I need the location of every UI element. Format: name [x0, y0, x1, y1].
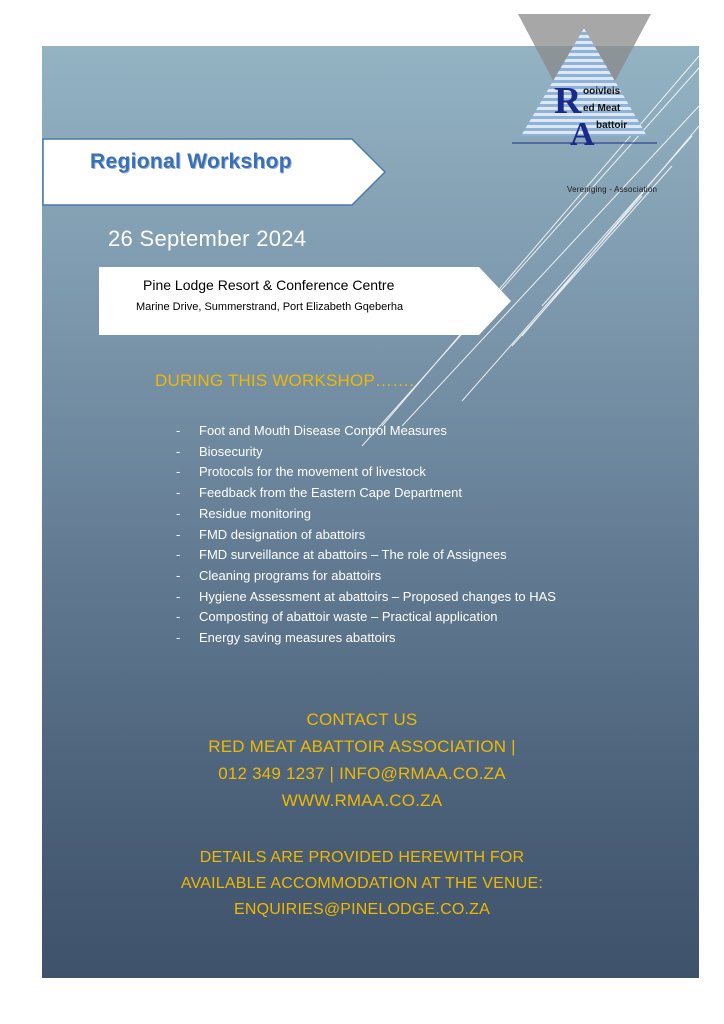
logo-letter-r: R — [554, 80, 582, 122]
list-item: - Cleaning programs for abattoirs — [176, 566, 596, 587]
list-item: - Hygiene Assessment at abattoirs – Proposed changes to HAS — [176, 587, 596, 608]
list-item: - Foot and Mouth Disease Control Measures — [176, 421, 596, 442]
topic-list — [176, 421, 596, 649]
accommodation-details — [120, 845, 604, 923]
list-item: - Biosecurity — [176, 442, 596, 463]
contact-phone-email[interactable]: 012 349 1237 | INFO@RMAA.CO.ZA — [218, 764, 506, 783]
contact-website[interactable]: WWW.RMAA.CO.ZA — [281, 791, 443, 810]
list-item: - FMD designation of abattoirs — [176, 525, 596, 546]
list-item: - FMD surveillance at abattoirs – The role of Assignees — [176, 545, 596, 566]
list-item: - Energy saving measures abattoirs — [176, 628, 596, 649]
logo-word-rooivleis: ooivleis — [583, 86, 621, 97]
contact-section — [120, 706, 604, 814]
event-date: 26 September 2024 — [108, 226, 307, 251]
details-line-2: AVAILABLE ACCOMMODATION AT THE VENUE: — [180, 875, 544, 892]
logo-word-red-meat: ed Meat — [583, 103, 621, 114]
list-item: - Composting of abattoir waste – Practical application — [176, 607, 596, 628]
logo-word-abattoir: battoir — [596, 120, 628, 131]
details-line-1: DETAILS ARE PROVIDED HEREWITH FOR — [199, 849, 525, 866]
page-title: Regional Workshop — [90, 150, 292, 173]
list-item: - Protocols for the movement of livestock — [176, 462, 596, 483]
list-item: - Feedback from the Eastern Cape Department — [176, 483, 596, 504]
contact-organisation: RED MEAT ABATTOIR ASSOCIATION | — [208, 737, 516, 756]
logo-subtitle: Vereniging - Association — [567, 185, 658, 194]
logo-letter-a: A — [570, 116, 595, 153]
venue-name: Pine Lodge Resort & Conference Centre — [143, 277, 395, 293]
list-item: - Residue monitoring — [176, 504, 596, 525]
workshop-heading: DURING THIS WORKSHOP……. — [155, 371, 415, 390]
details-email[interactable]: ENQUIRIES@PINELODGE.CO.ZA — [234, 901, 490, 918]
venue-address: Marine Drive, Summerstrand, Port Elizabeth Gqeberha — [136, 301, 404, 313]
contact-heading: CONTACT US — [306, 710, 418, 729]
